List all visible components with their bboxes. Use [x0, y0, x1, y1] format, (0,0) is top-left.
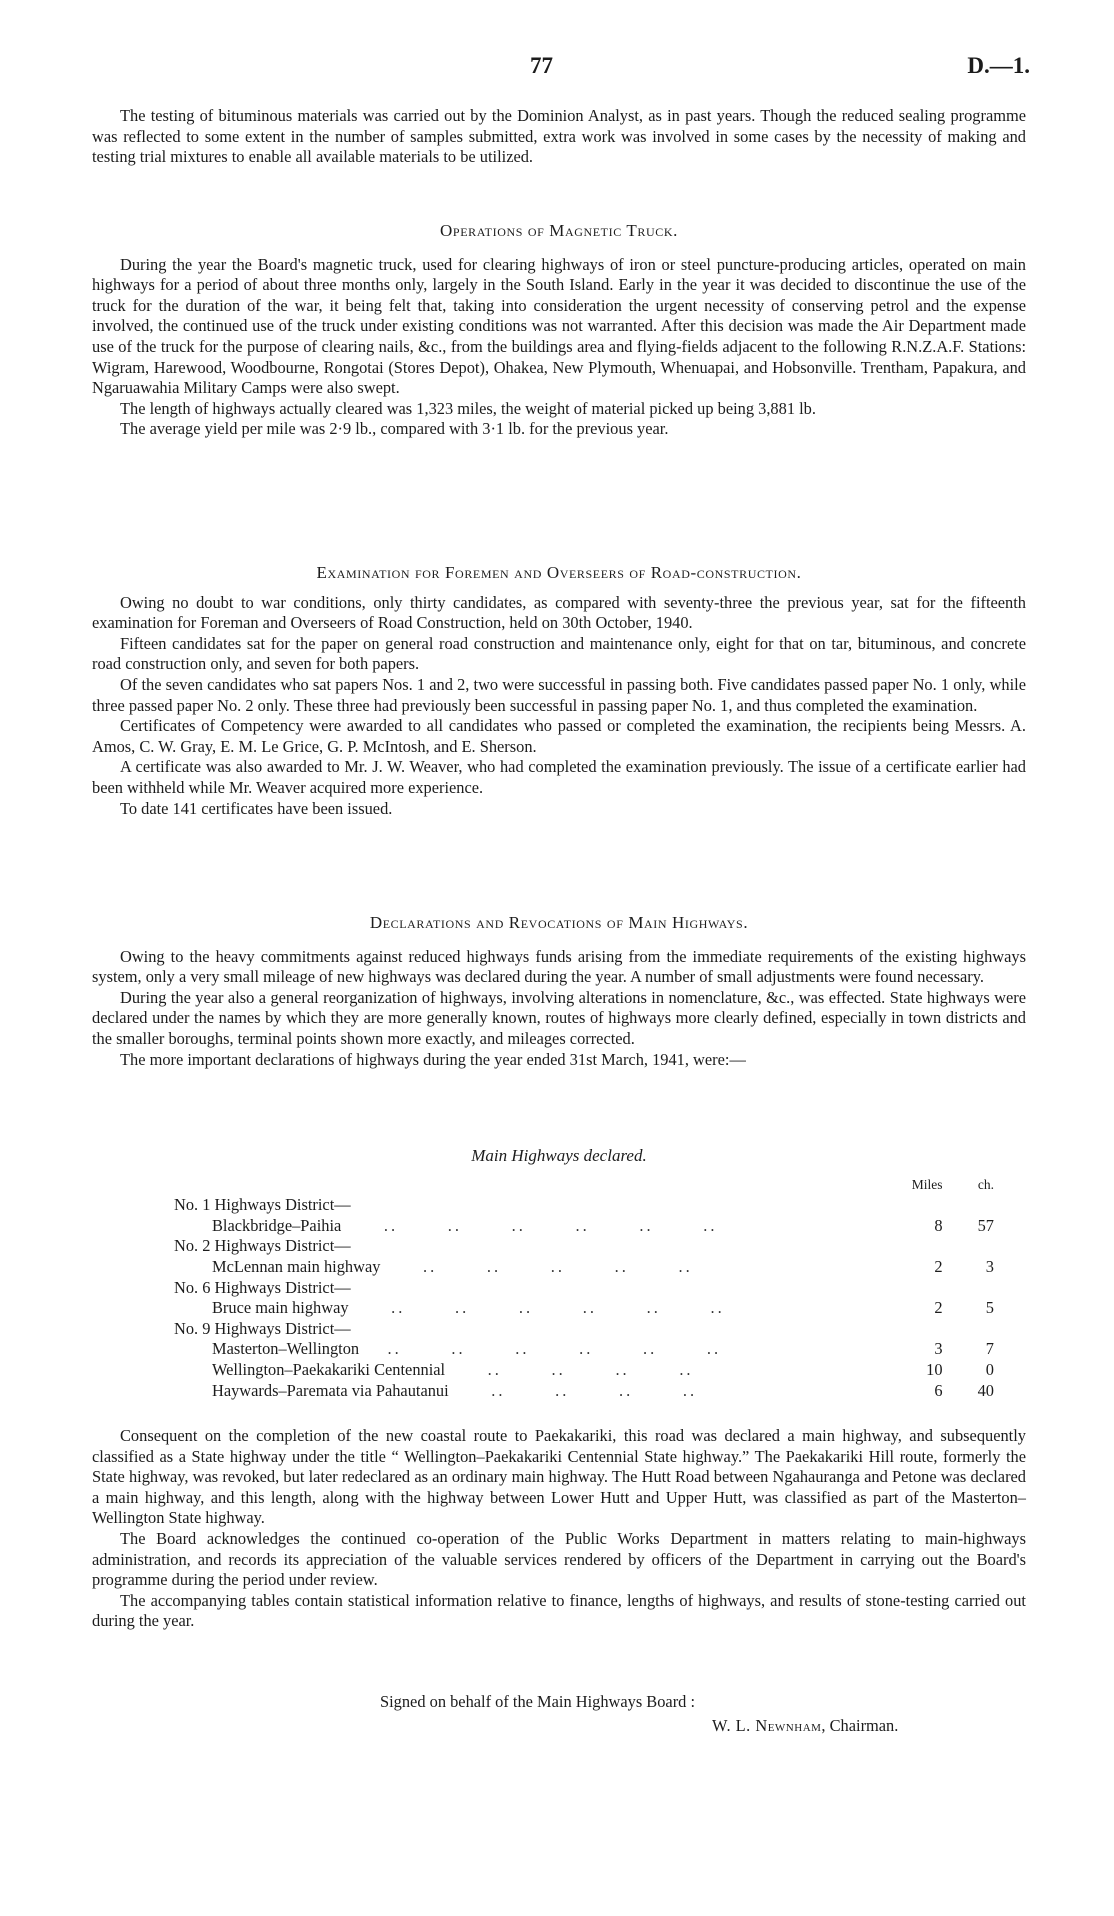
leader-dots: .. .. .. .. .. ..	[348, 1298, 725, 1318]
section-magnetic-truck	[92, 221, 1026, 440]
signatory-name: W. L. Newnham	[712, 1716, 822, 1735]
section-heading: Examination for Foremen and Overseers of Road-construction.	[316, 563, 802, 582]
highway-name: Masterton–Wellington	[212, 1339, 360, 1359]
highway-name: Wellington–Paekakariki Centennial	[212, 1359, 446, 1379]
miles-value: 10	[926, 1359, 943, 1379]
table-row	[174, 1298, 994, 1319]
miles-value: 8	[934, 1215, 943, 1235]
highways-declared-table	[174, 1175, 994, 1402]
paragraph: Owing no doubt to war conditions, only thirty candidates, as compared with seventy-three the previous year, sat for the fifteenth examination for Foreman and Overseers of Road Construction, held on 30th October, 1940.	[92, 592, 1026, 633]
ch-value: 57	[977, 1215, 994, 1235]
section-heading: Declarations and Revocations of Main Highways.	[369, 913, 749, 932]
district-label: No. 1 Highways District—	[174, 1195, 351, 1215]
header-miles: Miles	[911, 1176, 943, 1192]
table-row	[174, 1278, 994, 1299]
intro-block	[92, 106, 1026, 168]
section-declarations	[92, 913, 1026, 1070]
table-row	[174, 1195, 994, 1216]
paragraph: Consequent on the completion of the new coastal route to Paekakariki, this road was declared a main highway, and subsequently classified as a State highway under the title “ Wellington–Paekakariki Centennial State highway.” The Paekakariki Hill route, formerly the State highway, was revoked, but later redeclared as an ordinary main highway. The Hutt Road between Ngahauranga and Petone was declared a main highway, and this length, along with the highway between Lower Hutt and Upper Hutt, was classified as part of the Masterton–Wellington State highway.	[92, 1426, 1026, 1528]
paragraph: The average yield per mile was 2·9 lb., compared with 3·1 lb. for the previous year.	[120, 419, 669, 439]
table-row	[174, 1319, 994, 1340]
header-ch: ch.	[977, 1176, 994, 1192]
paragraph: The Board acknowledges the continued co-operation of the Public Works Department in matters relating to main-highways administration, and records its appreciation of the valuable services rendered by officers of the Department in carrying out the Board's programme during the period under review.	[92, 1528, 1026, 1590]
highway-name: Blackbridge–Paihia	[212, 1215, 342, 1235]
miles-value: 6	[934, 1380, 943, 1400]
table-header-row	[174, 1175, 994, 1196]
leader-dots: .. .. .. ..	[448, 1380, 698, 1400]
signatory	[712, 1716, 898, 1737]
district-label: No. 9 Highways District—	[174, 1318, 351, 1338]
signature-line: Signed on behalf of the Main Highways Board :	[380, 1692, 696, 1711]
intro-paragraph: The testing of bituminous materials was carried out by the Dominion Analyst, as in past years. Though the reduced sealing programme was reflected to some extent in the number of samples submitted, extra work was involved in some cases by the necessity of making and testing trial mixtures to enable all available materials to be utilized.	[92, 106, 1026, 167]
highway-name: Haywards–Paremata via Pahautanui	[212, 1380, 449, 1400]
leader-dots: .. .. .. ..	[445, 1359, 694, 1379]
table-row	[174, 1236, 994, 1257]
paragraph: The more important declarations of highways during the year ended 31st March, 1941, were:—	[120, 1049, 746, 1069]
table-row	[174, 1381, 994, 1402]
paragraph: During the year also a general reorganization of highways, involving alterations in nomenclature, &c., was effected. State highways were declared under the names by which they are more generally known, routes of highways more clearly defined, especially in town districts and the smaller boroughs, terminal points shown more exactly, and mileages corrected.	[92, 987, 1026, 1048]
paragraph: During the year the Board's magnetic truck, used for clearing highways of iron or steel puncture-producing articles, operated on main highways for a period of about three months only, largely in the South Island. Early in the year it was decided to discontinue the use of the truck for the duration of the war, it being felt that, taking into consideration the urgent necessity of conserving petrol and the expense involved, the continued use of the truck under existing conditions was not warranted. After this decision was made the Air Department made use of the truck for the purpose of clearing nails, &c., from the buildings area and flying-fields adjacent to the following R.N.Z.A.F. Stations: Wigram, Harewood, Woodbourne, Rongotai (Stores Depot), Ohakea, New Plymouth, Whenuapai, and Hobsonville. Trentham, Papakura, and Ngaruawahia Military Camps were also swept.	[92, 254, 1026, 398]
ch-value: 3	[985, 1256, 994, 1276]
highways-table-block	[92, 1146, 1026, 1401]
table-row	[174, 1216, 994, 1237]
section-heading: Operations of Magnetic Truck.	[440, 221, 678, 240]
table-row	[174, 1360, 994, 1381]
table-title: Main Highways declared.	[471, 1146, 647, 1165]
highway-name: Bruce main highway	[212, 1298, 349, 1318]
paragraph: Owing to the heavy commitments against reduced highways funds arising from the immediate requirements of the existing highways system, only a very small mileage of new highways was declared during the year. A number of small adjustments were found necessary.	[92, 946, 1026, 987]
district-label: No. 2 Highways District—	[174, 1236, 351, 1256]
page-number: 77	[530, 53, 553, 78]
highway-name: McLennan main highway	[212, 1256, 381, 1276]
closing-block	[92, 1426, 1026, 1632]
miles-value: 2	[934, 1256, 943, 1276]
ch-value: 7	[985, 1339, 994, 1359]
signatory-title: , Chairman.	[821, 1716, 899, 1735]
paragraph: Fifteen candidates sat for the paper on general road construction and maintenance only, eight for that on tar, bituminous, and concrete road construction only, and seven for both papers.	[92, 633, 1026, 674]
ch-value: 40	[977, 1380, 994, 1400]
leader-dots: .. .. .. .. .. ..	[341, 1215, 718, 1235]
paragraph: Of the seven candidates who sat papers Nos. 1 and 2, two were successful in passing both. Five candidates passed paper No. 1 only, while three passed paper No. 2 only. These three had previously been successful in passing paper No. 1, and thus completed the examination.	[92, 674, 1026, 715]
document-reference: D.—1.	[967, 53, 1030, 78]
district-label: No. 6 Highways District—	[174, 1277, 351, 1297]
section-examination	[92, 563, 1026, 819]
paragraph: To date 141 certificates have been issued.	[120, 798, 393, 818]
miles-value: 3	[934, 1339, 943, 1359]
table-row	[174, 1339, 994, 1360]
table-row	[174, 1257, 994, 1278]
miles-value: 2	[934, 1298, 943, 1318]
leader-dots: .. .. .. .. ..	[380, 1256, 693, 1276]
paragraph: The accompanying tables contain statistical information relative to finance, lengths of highways, and results of stone-testing carried out during the year.	[92, 1590, 1026, 1631]
ch-value: 5	[985, 1298, 994, 1318]
leader-dots: .. .. .. .. .. ..	[359, 1339, 722, 1359]
paragraph: A certificate was also awarded to Mr. J. W. Weaver, who had completed the examination previously. The issue of a certificate earlier had been withheld while Mr. Weaver acquired more experience.	[92, 757, 1026, 797]
paragraph: The length of highways actually cleared was 1,323 miles, the weight of material picked up being 3,881 lb.	[120, 398, 816, 418]
paragraph: Certificates of Competency were awarded to all candidates who passed or completed the examination, the recipients being Messrs. A. Amos, C. W. Gray, E. M. Le Grice, G. P. McIntosh, and E. Sherson.	[92, 716, 1026, 756]
ch-value: 0	[985, 1359, 994, 1379]
